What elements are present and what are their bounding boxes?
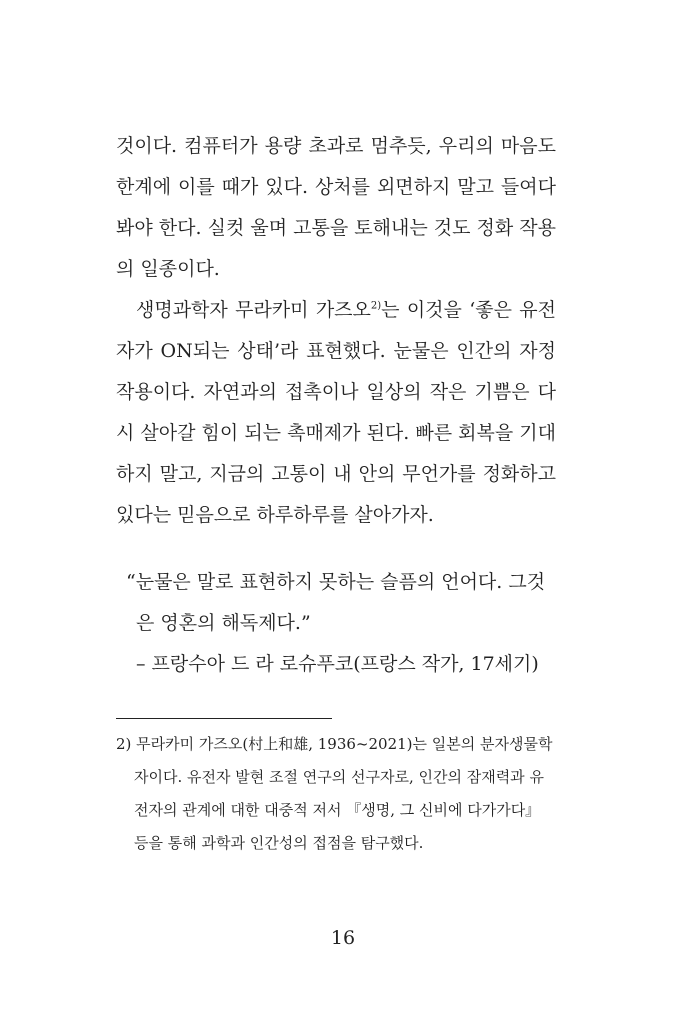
page-number: 16 (330, 927, 356, 949)
paragraph-2-start: 생명과학자 무라카미 가즈오 (136, 299, 371, 321)
paragraph-2-rest: 는 이것을 ‘좋은 유전자가 ON되는 상태’라 표현했다. 눈물은 인간의 자정작용이다. 자연과의 접촉이나 일상의 작은 기쁨은 다시 살아갈 힘이 되는 촉매제가 된다. 빠른 회복을 기대하지 말고, 지금의 고통이 내 안의 무언가를 정화하고 있다는 믿음으로 하루하루를 살아가자. (116, 299, 556, 526)
paragraph-2 (116, 290, 556, 536)
quote-attribution: – 프랑수아 드 라 로슈푸코(프랑스 작가, 17세기) (136, 653, 539, 675)
epigraph-quote (116, 562, 556, 685)
body-text (116, 126, 556, 536)
footnote-divider (116, 718, 332, 719)
footnote (116, 728, 556, 860)
footnote-reference: 2) (370, 300, 382, 312)
quote-text: “눈물은 말로 표현하지 못하는 슬픔의 언어다. 그것은 영혼의 해독제다.” (126, 571, 546, 634)
footnote-text: 2) 무라카미 가즈오(村上和雄, 1936~2021)는 일본의 분자생물학자이다. 유전자 발현 조절 연구의 선구자로, 인간의 잠재력과 유전자의 관계에 대한 대중적 저서 『생명, 그 신비에 다가가다』 등을 통해 과학과 인간성의 접점을 탐구했다. (116, 735, 553, 852)
paragraph-1: 것이다. 컴퓨터가 용량 초과로 멈추듯, 우리의 마음도 한계에 이를 때가 있다. 상처를 외면하지 말고 들여다봐야 한다. 실컷 울며 고통을 토해내는 것도 정화 작용의 일종이다. (116, 135, 556, 280)
